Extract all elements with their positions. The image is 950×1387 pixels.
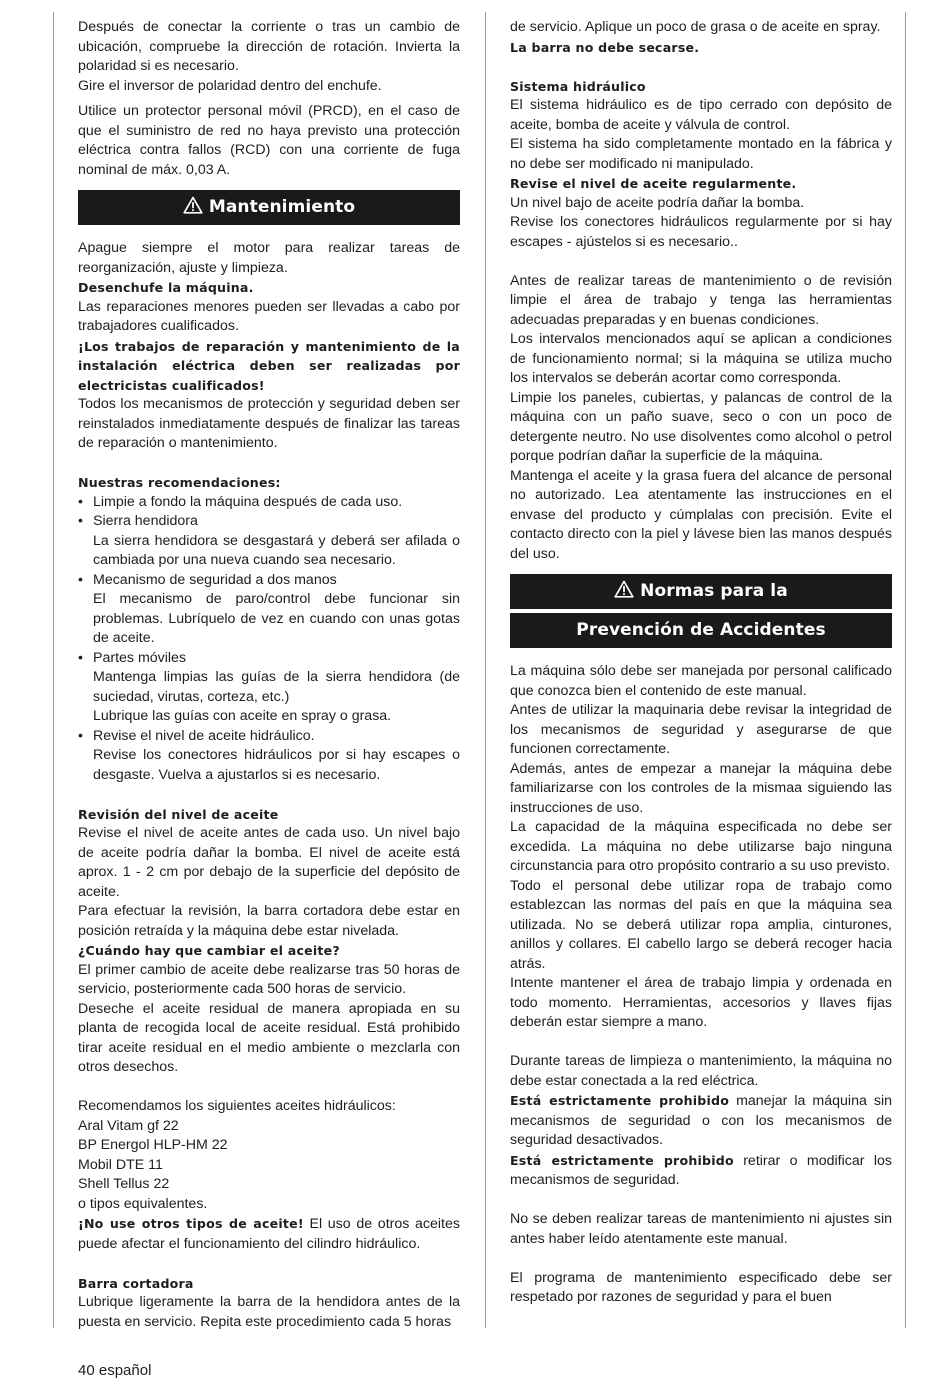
body-paragraph: El primer cambio de aceite debe realizarse tras 50 horas de servicio, posteriormente cada 500 horas de servicio. bbox=[78, 961, 460, 997]
body-paragraph: Antes de realizar tareas de mantenimiento o de revisión limpie el área de trabajo y tenga las herramientas adecuadas preparadas y en buenas condiciones. bbox=[510, 272, 892, 328]
oil-warning bbox=[78, 1214, 460, 1254]
oil-item: Mobil DTE 11 bbox=[78, 1156, 163, 1173]
left-column bbox=[78, 18, 460, 1332]
body-paragraph: Todos los mecanismos de protección y seguridad deben ser reinstalados inmediatamente después de finalizar las tareas de reparación o mantenimiento. bbox=[78, 396, 460, 451]
oil-item: Shell Tellus 22 bbox=[78, 1176, 170, 1192]
list-item: • Mecanismo de seguridad a dos manos bbox=[78, 571, 460, 591]
list-item: • Limpie a fondo la máquina después de cada uso. bbox=[78, 493, 460, 513]
body-paragraph: El sistema hidráulico es de tipo cerrado con depósito de aceite, bomba de aceite y válvula de control. bbox=[510, 97, 892, 133]
list-item-text: Mantenga limpias las guías de la sierra hendidora (de suciedad, virutas, corteza, etc.) bbox=[93, 669, 460, 705]
oil-item: BP Energol HLP-HM 22 bbox=[78, 1137, 228, 1153]
column-rule-left bbox=[53, 12, 54, 1328]
body-paragraph: La máquina sólo debe ser manejada por personal calificado que conozca bien el contenido de este manual. bbox=[510, 663, 892, 699]
bold-instruction: La barra no debe secarse. bbox=[510, 39, 700, 55]
list-item-text: Revise los conectores hidráulicos por si hay escapes o desgaste. Vuelva a ajustarlos si es necesario. bbox=[93, 747, 460, 783]
oil-item: o tipos equivalentes. bbox=[78, 1195, 208, 1212]
body-paragraph: Revise el nivel de aceite antes de cada uso. Un nivel bajo de aceite podría dañar la bomba. El nivel de aceite está aprox. 1 - 2 cm por debajo de la superficie del depósito de aceite. bbox=[78, 825, 460, 900]
subheading: Barra cortadora bbox=[78, 1275, 194, 1291]
body-paragraph: Para efectuar la revisión, la barra cortadora debe estar en posición retraída y la máquina debe estar nivelada. bbox=[78, 903, 460, 939]
body-paragraph: Lubrique ligeramente la barra de la hendidora antes de la puesta en servicio. Repita este procedimiento cada 5 horas bbox=[78, 1294, 460, 1330]
intro-paragraph: Gire el inversor de polaridad dentro del enchufe. bbox=[78, 77, 382, 94]
warning-triangle-icon bbox=[614, 580, 634, 598]
body-paragraph: Recomendamos los siguientes aceites hidráulicos: bbox=[78, 1098, 396, 1114]
page-number-footer: 40 español bbox=[78, 1362, 152, 1379]
body-paragraph: Limpie los paneles, cubiertas, y palancas de control de la máquina con un paño suave, seco o con un poco de detergente neutro. No use disolventes como alcohol o petrol porque podrían dañar la superficie de la máquina. bbox=[510, 389, 892, 464]
bold-instruction: Revise el nivel de aceite regularmente. bbox=[510, 176, 797, 191]
body-paragraph: Todo el personal debe utilizar ropa de trabajo como establezcan las normas del país en que la máquina sea utilizada. No se deberá utilizar ropa amplia, cinturones, anillos y collares. El cabello largo se deberá recoger hacia atrás. bbox=[510, 877, 892, 972]
body-paragraph: Las reparaciones menores pueden ser llevadas a cabo por trabajadores cualificados. bbox=[78, 298, 460, 334]
intro-paragraph: Después de conectar la corriente o tras un cambio de ubicación, compruebe la dirección de rotación. Invierta la polaridad si es necesario. bbox=[78, 19, 460, 74]
prohibition-paragraph bbox=[510, 1151, 892, 1191]
bold-instruction: Desenchufe la máquina. bbox=[78, 280, 254, 295]
list-item: • Partes móviles bbox=[78, 649, 460, 669]
subheading: ¿Cuándo hay que cambiar el aceite? bbox=[78, 943, 340, 958]
column-rule-middle bbox=[485, 12, 486, 1328]
list-item: • Revise el nivel de aceite hidráulico. bbox=[78, 727, 460, 747]
prcd-paragraph: Utilice un protector personal móvil (PRCD), en el caso de que el suministro de red no haya previsto una protección eléctrica contra fallos (RCD) con una corriente de fuga nominal de máx. 0,03 A. bbox=[78, 103, 460, 178]
list-item-text: Lubrique las guías con aceite en spray o grasa. bbox=[93, 708, 392, 724]
body-paragraph: Apague siempre el motor para realizar tareas de reorganización, ajuste y limpieza. bbox=[78, 240, 460, 276]
body-paragraph: Revise los conectores hidráulicos regularmente por si hay escapes - ajústelos si es necesario.. bbox=[510, 214, 892, 250]
body-paragraph: No se deben realizar tareas de mantenimiento ni ajustes sin antes haber leído atentamente este manual. bbox=[510, 1211, 892, 1247]
oil-warning-bold: ¡No use otros tipos de aceite! bbox=[78, 1216, 304, 1231]
column-rule-right bbox=[905, 12, 906, 1328]
body-paragraph: El sistema ha sido completamente montado en la fábrica y no debe ser modificado ni manipulado. bbox=[510, 136, 892, 172]
section-heading-maintenance bbox=[78, 190, 460, 225]
warning-triangle-icon bbox=[183, 196, 203, 214]
body-paragraph: Durante tareas de limpieza o mantenimiento, la máquina no debe estar conectada a la red eléctrica. bbox=[510, 1053, 892, 1089]
heading-label: Normas para la bbox=[640, 581, 788, 601]
heading-label: Prevención de Accidentes bbox=[576, 620, 826, 640]
body-paragraph: Antes de utilizar la maquinaria debe revisar la integridad de los mecanismos de seguridad y asegurarse de que funcionen correctamente. bbox=[510, 702, 892, 757]
body-paragraph: El programa de mantenimiento especificado debe ser respetado por razones de seguridad y para el buen bbox=[510, 1269, 892, 1305]
subheading: Sistema hidráulico bbox=[510, 78, 646, 94]
list-item-text: La sierra hendidora se desgastará y deberá ser afilada o cambiada por una nueva cuando sea necesario. bbox=[93, 532, 460, 568]
body-paragraph: Los intervalos mencionados aquí se aplican a condiciones de funcionamiento normal; si la máquina se utiliza mucho los intervalos se deberán acortar como corresponda. bbox=[510, 331, 892, 386]
prohibition-bold: Está estrictamente prohibido bbox=[510, 1093, 730, 1108]
oil-warning-text: El uso de otros aceites puede afectar el funcionamiento del cilindro hidráulico. bbox=[78, 1216, 460, 1252]
prohibition-text: retirar o modificar los mecanismos de seguridad. bbox=[510, 1152, 892, 1188]
prohibition-text: manejar la máquina sin mecanismos de seguridad o con los mecanismos de seguridad desactivados. bbox=[510, 1093, 892, 1148]
oil-item: Aral Vitam gf 22 bbox=[78, 1117, 179, 1134]
body-paragraph: Mantenga el aceite y la grasa fuera del alcance de personal no autorizado. Lea atentamente las instrucciones en el envase del producto y cúmplalas con precisión. Evite el contacto directo con la piel y lávese bien las manos después del uso. bbox=[510, 467, 892, 562]
prohibition-bold: Está estrictamente prohibido bbox=[510, 1152, 734, 1168]
body-paragraph: Deseche el aceite residual de manera apropiada en su planta de recogida local de aceite residual. Está prohibido tirar aceite residual en el medio ambiente o mezclarla con otros desechos. bbox=[78, 1000, 460, 1075]
body-paragraph: Intente mantener el área de trabajo limpia y ordenada en todo momento. Herramientas, accesorios y llaves fijas deberán estar siempre a mano. bbox=[510, 975, 892, 1030]
section-heading-accident-prevention-line2 bbox=[510, 613, 892, 648]
warning-text: ¡Los trabajos de reparación y mantenimiento de la instalación eléctrica deben ser realizadas por electricistas cualificados! bbox=[78, 338, 460, 393]
heading-label: Mantenimiento bbox=[208, 197, 356, 217]
body-paragraph: Además, antes de empezar a manejar la máquina debe familiarizarse con los controles de la mismaa siguiendo las instrucciones de uso. bbox=[510, 760, 892, 816]
list-item-text: El mecanismo de paro/control debe funcionar sin problemas. Lubríquelo de vez en cuando con unas gotas de aceite. bbox=[93, 591, 460, 646]
section-heading-accident-prevention bbox=[510, 574, 892, 609]
body-paragraph: La capacidad de la máquina especificada no debe ser excedida. La máquina no debe utilizarse bajo ninguna circunstancia para otro propósito contrario a su uso previsto. bbox=[510, 819, 892, 874]
subheading: Nuestras recomendaciones: bbox=[78, 475, 281, 490]
subheading: Revisión del nivel de aceite bbox=[78, 806, 279, 822]
body-paragraph: de servicio. Aplique un poco de grasa o de aceite en spray. bbox=[510, 19, 881, 35]
prohibition-paragraph bbox=[510, 1091, 892, 1151]
list-item: • Sierra hendidora bbox=[78, 512, 460, 532]
body-paragraph: Un nivel bajo de aceite podría dañar la bomba. bbox=[510, 194, 805, 211]
right-column bbox=[510, 18, 892, 1308]
